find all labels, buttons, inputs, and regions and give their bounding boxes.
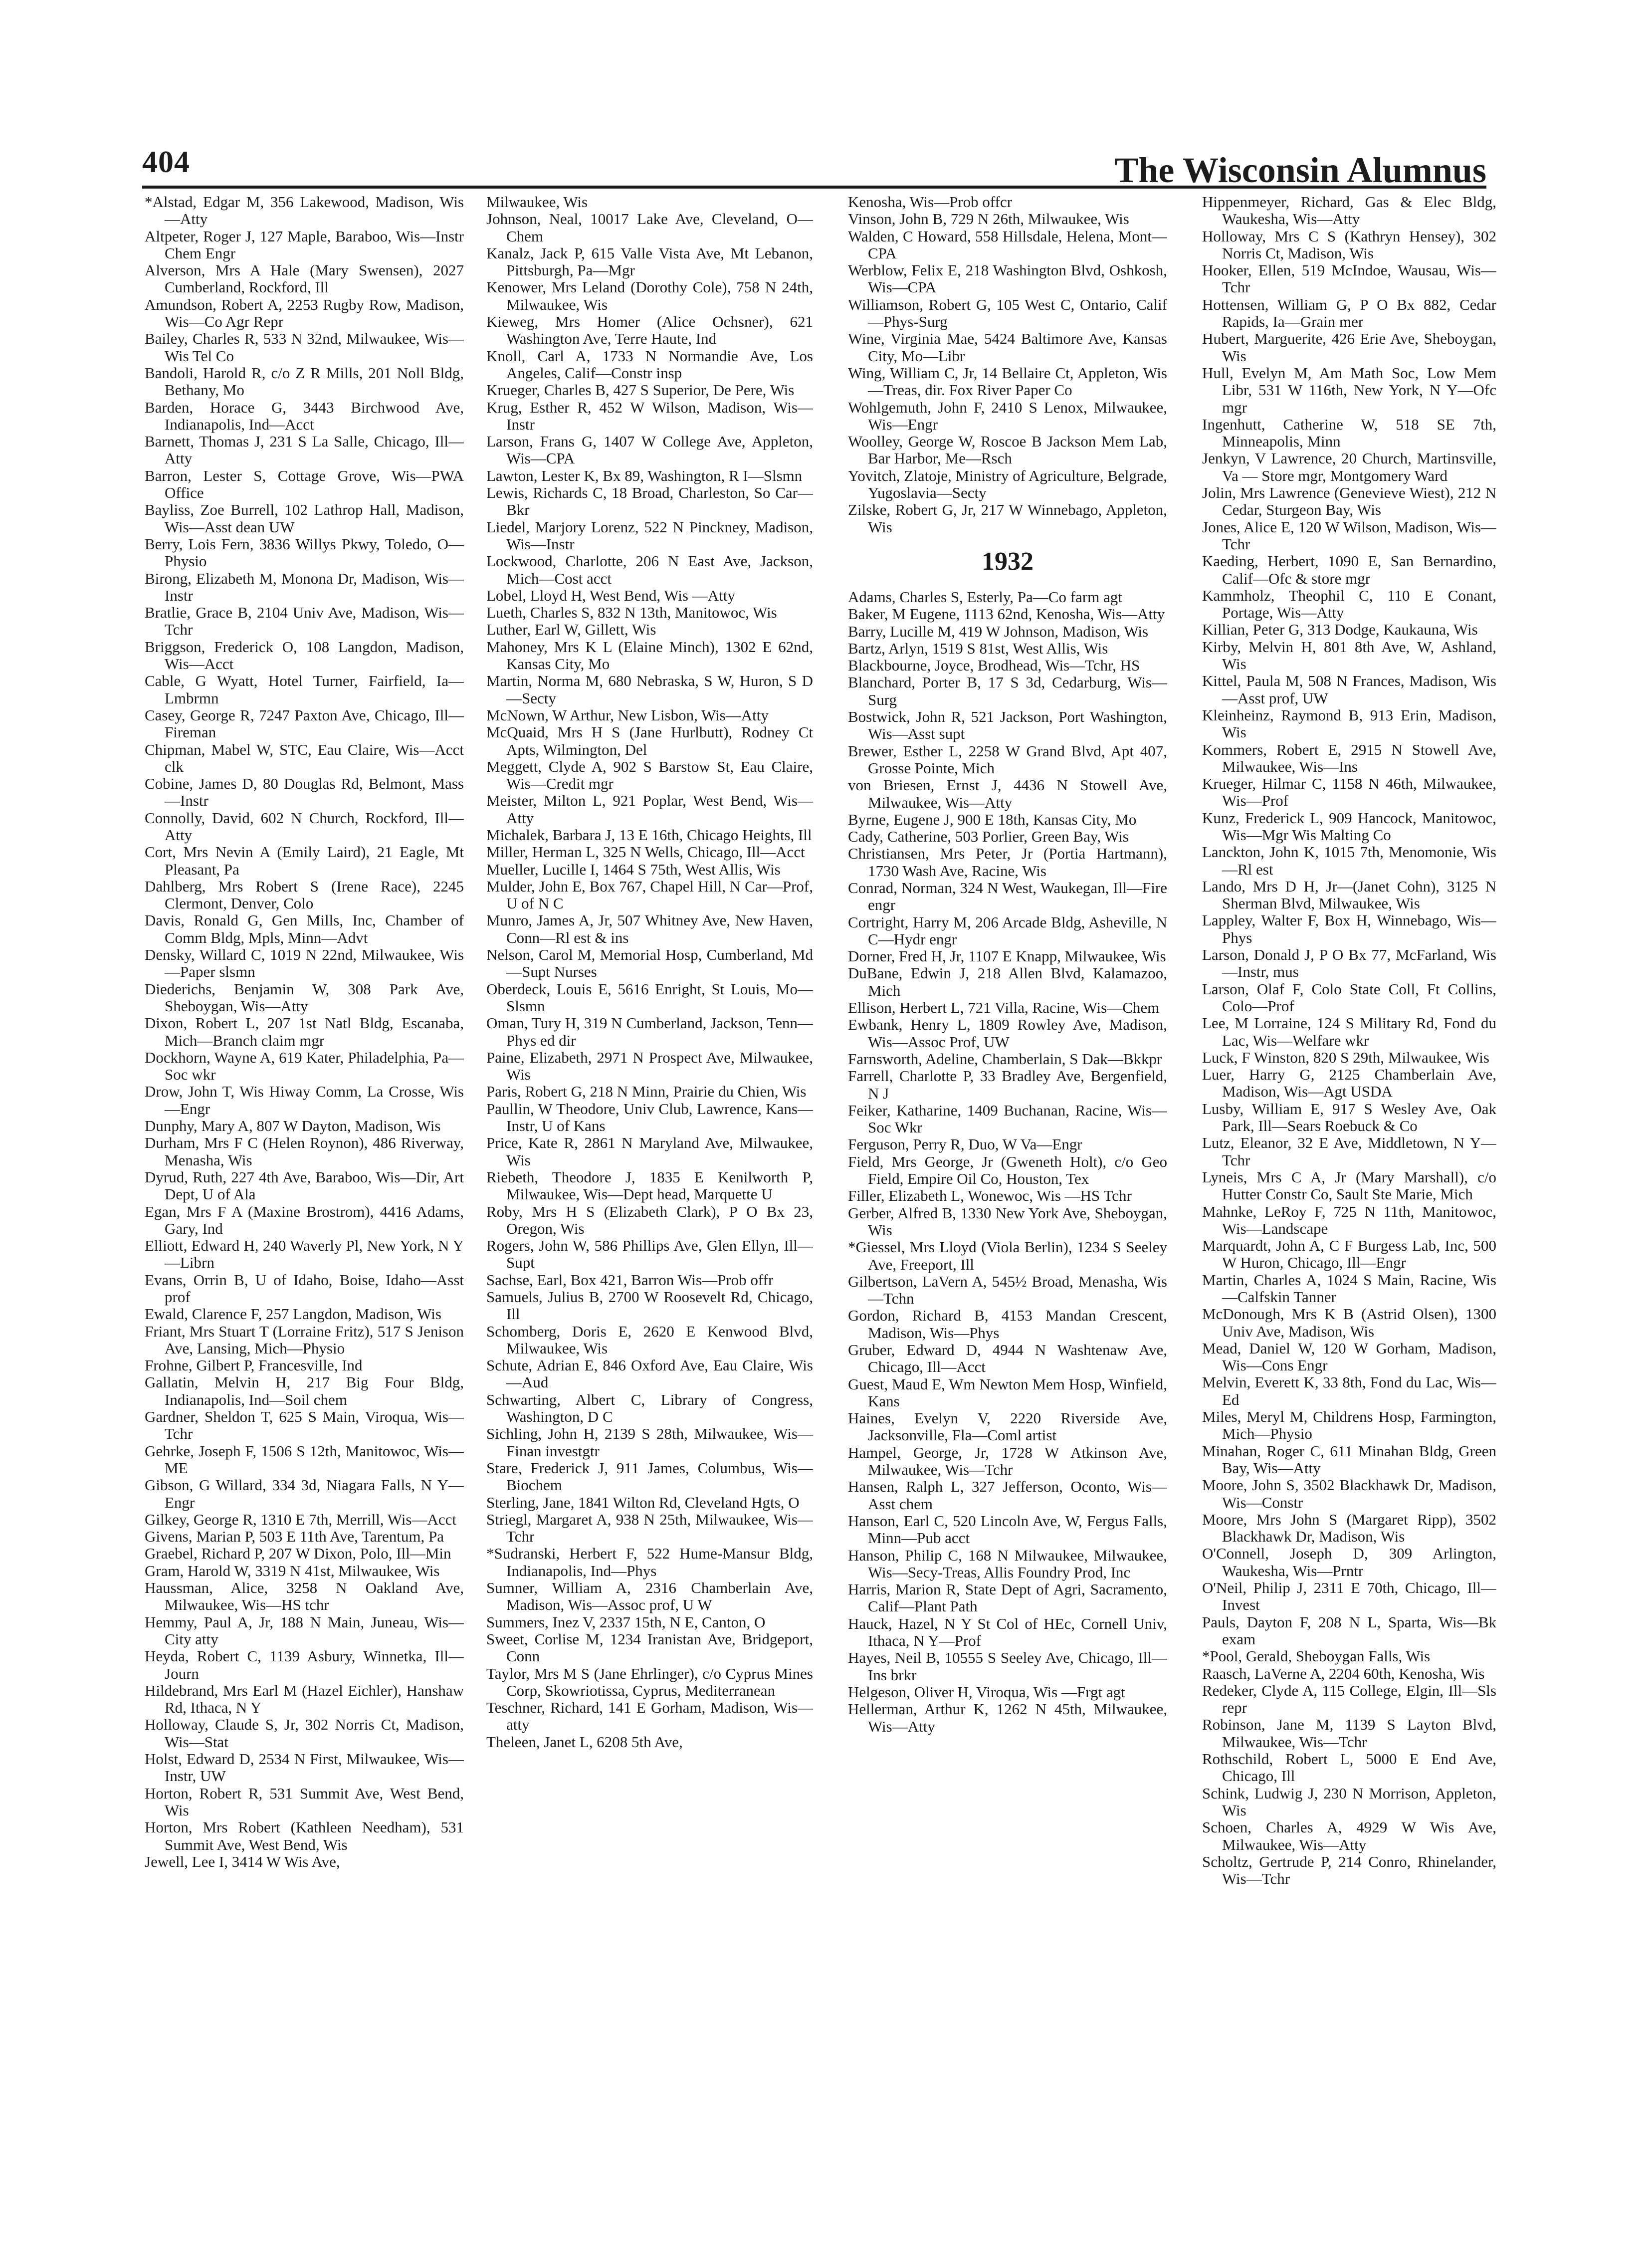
alumni-entry: Gilkey, George R, 1310 E 7th, Merrill, Wis—Acct [145, 1510, 456, 1528]
alumni-entry: Givens, Marian P, 503 E 11th Ave, Tarentum, Pa [145, 1528, 444, 1546]
alumni-entry: Kleinheinz, Raymond B, 913 Erin, Madison, Wis [1202, 706, 1496, 741]
alumni-entry: Horton, Mrs Robert (Kathleen Needham), 531 Summit Ave, West Bend, Wis [145, 1818, 464, 1853]
alumni-entry: Ingenhutt, Catherine W, 518 SE 7th, Minneapolis, Minn [1202, 415, 1496, 450]
alumni-entry: Pauls, Dayton F, 208 N L, Sparta, Wis—Bk exam [1202, 1613, 1496, 1648]
alumni-entry: Hayes, Neil B, 10555 S Seeley Ave, Chicago, Ill—Ins brkr [848, 1649, 1167, 1684]
alumni-entry: Connolly, David, 602 N Church, Rockford, Ill—Atty [145, 809, 464, 844]
alumni-entry: Lusby, William E, 917 S Wesley Ave, Oak Park, Ill—Sears Roebuck & Co [1202, 1100, 1496, 1135]
alumni-entry: McNown, W Arthur, New Lisbon, Wis—Atty [486, 706, 769, 724]
alumni-entry: Scholtz, Gertrude P, 214 Conro, Rhinelander, Wis—Tchr [1202, 1852, 1496, 1888]
directory-column-4 [1202, 194, 1496, 1887]
alumni-entry: Miles, Meryl M, Childrens Hosp, Farmington, Mich—Physio [1202, 1408, 1496, 1443]
alumni-entry: Cady, Catherine, 503 Porlier, Green Bay, Wis [848, 828, 1129, 846]
alumni-entry: Wine, Virginia Mae, 5424 Baltimore Ave, Kansas City, Mo—Libr [848, 330, 1167, 365]
alumni-entry: Lando, Mrs D H, Jr—(Janet Cohn), 3125 N Sherman Blvd, Milwaukee, Wis [1202, 877, 1496, 912]
alumni-entry: Theleen, Janet L, 6208 5th Ave, [486, 1733, 683, 1751]
alumni-entry: Field, Mrs George, Jr (Gweneth Holt), c/o Geo Field, Empire Oil Co, Houston, Tex [848, 1152, 1167, 1188]
alumni-entry: Davis, Ronald G, Gen Mills, Inc, Chamber of Comm Bldg, Mpls, Minn—Advt [145, 911, 464, 946]
alumni-entry: Sterling, Jane, 1841 Wilton Rd, Cleveland Hgts, O [486, 1493, 800, 1511]
alumni-entry: Martin, Norma M, 680 Nebraska, S W, Huron, S D—Secty [486, 672, 813, 707]
alumni-entry: Adams, Charles S, Esterly, Pa—Co farm agt [848, 588, 1122, 606]
alumni-entry: Bostwick, John R, 521 Jackson, Port Washington, Wis—Asst supt [848, 708, 1167, 743]
alumni-entry: Dixon, Robert L, 207 1st Natl Bldg, Escanaba, Mich—Branch claim mgr [145, 1014, 464, 1049]
alumni-entry: Kenosha, Wis—Prob offcr [848, 194, 1013, 211]
alumni-entry: Birong, Elizabeth M, Monona Dr, Madison, Wis—Instr [145, 569, 464, 604]
alumni-entry: Krug, Esther R, 452 W Wilson, Madison, Wis—Instr [486, 398, 813, 433]
alumni-entry: Kommers, Robert E, 2915 N Stowell Ave, Milwaukee, Wis—Ins [1202, 740, 1496, 775]
alumni-entry: Heyda, Robert C, 1139 Asbury, Winnetka, Ill—Journ [145, 1647, 464, 1682]
alumni-entry: Schute, Adrian E, 846 Oxford Ave, Eau Claire, Wis—Aud [486, 1356, 813, 1391]
alumni-entry: Cobine, James D, 80 Douglas Rd, Belmont, Mass—Instr [145, 775, 464, 810]
alumni-entry: Baker, M Eugene, 1113 62nd, Kenosha, Wis—Atty [848, 605, 1165, 623]
alumni-entry: Casey, George R, 7247 Paxton Ave, Chicago, Ill—Fireman [145, 706, 464, 741]
alumni-entry: Lyneis, Mrs C A, Jr (Mary Marshall), c/o Hutter Constr Co, Sault Ste Marie, Mich [1202, 1168, 1496, 1203]
alumni-entry: Sumner, William A, 2316 Chamberlain Ave, Madison, Wis—Assoc prof, U W [486, 1579, 813, 1614]
alumni-entry: Luck, F Winston, 820 S 29th, Milwaukee, Wis [1202, 1048, 1489, 1066]
alumni-entry: Kanalz, Jack P, 615 Valle Vista Ave, Mt Lebanon, Pittsburgh, Pa—Mgr [486, 244, 813, 279]
alumni-entry: Cortright, Harry M, 206 Arcade Bldg, Asheville, N C—Hydr engr [848, 913, 1167, 948]
alumni-entry: Elliott, Edward H, 240 Waverly Pl, New York, N Y—Librn [145, 1237, 464, 1272]
alumni-entry: Gerber, Alfred B, 1330 New York Ave, Sheboygan, Wis [848, 1204, 1167, 1239]
alumni-entry: Lewis, Richards C, 18 Broad, Charleston, So Car—Bkr [486, 484, 813, 519]
alumni-entry: Alverson, Mrs A Hale (Mary Swensen), 2027 Cumberland, Rockford, Ill [145, 261, 464, 296]
alumni-entry: Hampel, George, Jr, 1728 W Atkinson Ave, Milwaukee, Wis—Tchr [848, 1443, 1167, 1479]
alumni-entry: Haines, Evelyn V, 2220 Riverside Ave, Jacksonville, Fla—Coml artist [848, 1409, 1167, 1444]
alumni-entry: Gehrke, Joseph F, 1506 S 12th, Manitowoc, Wis—ME [145, 1442, 464, 1477]
alumni-entry: Kieweg, Mrs Homer (Alice Ochsner), 621 Washington Ave, Terre Haute, Ind [486, 313, 813, 348]
alumni-entry: Paris, Robert G, 218 N Minn, Prairie du Chien, Wis [486, 1083, 807, 1101]
alumni-entry: Hanson, Philip C, 168 N Milwaukee, Milwaukee, Wis—Secy-Treas, Allis Foundry Prod, Inc [848, 1546, 1167, 1581]
alumni-entry: Robinson, Jane M, 1139 S Layton Blvd, Milwaukee, Wis—Tchr [1202, 1716, 1496, 1751]
alumni-entry: Filler, Elizabeth L, Wonewoc, Wis —HS Tchr [848, 1187, 1132, 1205]
alumni-entry: Killian, Peter G, 313 Dodge, Kaukauna, Wis [1202, 621, 1478, 639]
alumni-entry: Dahlberg, Mrs Robert S (Irene Race), 2245 Clermont, Denver, Colo [145, 877, 464, 912]
alumni-entry: Kittel, Paula M, 508 N Frances, Madison, Wis—Asst prof, UW [1202, 672, 1496, 707]
alumni-entry: Feiker, Katharine, 1409 Buchanan, Racine, Wis—Soc Wkr [848, 1101, 1167, 1136]
alumni-entry: Holst, Edward D, 2534 N First, Milwaukee, Wis—Instr, UW [145, 1750, 464, 1785]
alumni-entry: Berry, Lois Fern, 3836 Willys Pkwy, Toledo, O—Physio [145, 535, 464, 570]
alumni-entry: Hottensen, William G, P O Bx 882, Cedar Rapids, Ia—Grain mer [1202, 295, 1496, 331]
directory-column-1 [145, 194, 464, 1870]
alumni-entry: Mahoney, Mrs K L (Elaine Minch), 1302 E 62nd, Kansas City, Mo [486, 638, 813, 673]
alumni-entry: Gardner, Sheldon T, 625 S Main, Viroqua, Wis—Tchr [145, 1408, 464, 1443]
alumni-entry: Jolin, Mrs Lawrence (Genevieve Wiest), 212 N Cedar, Sturgeon Bay, Wis [1202, 484, 1496, 519]
alumni-entry: Briggson, Frederick O, 108 Langdon, Madison, Wis—Acct [145, 638, 464, 673]
alumni-entry: Hooker, Ellen, 519 McIndoe, Wausau, Wis—Tchr [1202, 261, 1496, 296]
alumni-entry: von Briesen, Ernst J, 4436 N Stowell Ave, Milwaukee, Wis—Atty [848, 776, 1167, 811]
alumni-entry: *Giessel, Mrs Lloyd (Viola Berlin), 1234 S Seeley Ave, Freeport, Ill [848, 1238, 1167, 1273]
alumni-entry: Michalek, Barbara J, 13 E 16th, Chicago Heights, Ill [486, 826, 812, 844]
alumni-entry: DuBane, Edwin J, 218 Allen Blvd, Kalamazoo, Mich [848, 964, 1167, 999]
alumni-entry: Horton, Robert R, 531 Summit Ave, West Bend, Wis [145, 1784, 464, 1819]
alumni-entry: Meggett, Clyde A, 902 S Barstow St, Eau Claire, Wis—Credit mgr [486, 757, 813, 793]
alumni-entry: Ewbank, Henry L, 1809 Rowley Ave, Madison, Wis—Assoc Prof, UW [848, 1016, 1167, 1051]
alumni-entry: Price, Kate R, 2861 N Maryland Ave, Milwaukee, Wis [486, 1134, 813, 1169]
alumni-entry: Moore, Mrs John S (Margaret Ripp), 3502 Blackhawk Dr, Madison, Wis [1202, 1510, 1496, 1546]
alumni-entry: Lawton, Lester K, Bx 89, Washington, R I—Slsmn [486, 466, 803, 484]
alumni-entry: Hull, Evelyn M, Am Math Soc, Low Mem Libr, 531 W 116th, New York, N Y—Ofc mgr [1202, 364, 1496, 416]
alumni-entry: Hildebrand, Mrs Earl M (Hazel Eichler), Hanshaw Rd, Ithaca, N Y [145, 1681, 464, 1717]
alumni-entry: Lockwood, Charlotte, 206 N East Ave, Jackson, Mich—Cost acct [486, 552, 813, 587]
alumni-entry: Taylor, Mrs M S (Jane Ehrlinger), c/o Cyprus Mines Corp, Skowriotissa, Cyprus, Mediterranean [486, 1664, 813, 1699]
alumni-entry: Byrne, Eugene J, 900 E 18th, Kansas City, Mo [848, 810, 1137, 828]
alumni-entry: Miller, Herman L, 325 N Wells, Chicago, Ill—Acct [486, 843, 805, 861]
alumni-entry: Werblow, Felix E, 218 Washington Blvd, Oshkosh, Wis—CPA [848, 261, 1167, 296]
alumni-entry: Gallatin, Melvin H, 217 Big Four Bldg, Indianapolis, Ind—Soil chem [145, 1373, 464, 1408]
alumni-entry: Altpeter, Roger J, 127 Maple, Baraboo, Wis—Instr Chem Engr [145, 227, 464, 262]
alumni-entry: Oberdeck, Louis E, 5616 Enright, St Louis, Mo—Slsmn [486, 980, 813, 1015]
alumni-entry: Hansen, Ralph L, 327 Jefferson, Oconto, Wis—Asst chem [848, 1478, 1167, 1513]
alumni-entry: Barron, Lester S, Cottage Grove, Wis—PWA Office [145, 466, 464, 502]
entries-after-heading [848, 589, 1167, 1735]
alumni-entry: Dunphy, Mary A, 807 W Dayton, Madison, Wis [145, 1117, 441, 1135]
alumni-entry: Conrad, Norman, 324 N West, Waukegan, Ill—Fire engr [848, 879, 1167, 914]
alumni-entry: Lobel, Lloyd H, West Bend, Wis —Atty [486, 586, 735, 604]
alumni-entry: Redeker, Clyde A, 115 College, Elgin, Ill—Sls repr [1202, 1681, 1496, 1717]
alumni-entry: Nelson, Carol M, Memorial Hosp, Cumberland, Md—Supt Nurses [486, 946, 813, 981]
alumni-entry: Hellerman, Arthur K, 1262 N 45th, Milwaukee, Wis—Atty [848, 1700, 1167, 1735]
alumni-entry: Harris, Marion R, State Dept of Agri, Sacramento, Calif—Plant Path [848, 1580, 1167, 1615]
alumni-entry: Kammholz, Theophil C, 110 E Conant, Portage, Wis—Atty [1202, 586, 1496, 622]
running-title: The Wisconsin Alumnus [1114, 150, 1486, 190]
alumni-entry: Stare, Frederick J, 911 James, Columbus, Wis—Biochem [486, 1459, 813, 1494]
alumni-entry: Woolley, George W, Roscoe B Jackson Mem Lab, Bar Harbor, Me—Rsch [848, 433, 1167, 467]
alumni-entry: Cable, G Wyatt, Hotel Turner, Fairfield, Ia—Lmbrmn [145, 672, 464, 707]
alumni-entry: Oman, Tury H, 319 N Cumberland, Jackson, Tenn—Phys ed dir [486, 1014, 813, 1049]
alumni-entry: Holloway, Mrs C S (Kathryn Hensey), 302 Norris Ct, Madison, Wis [1202, 227, 1496, 262]
alumni-entry: Dyrud, Ruth, 227 4th Ave, Baraboo, Wis—Dir, Art Dept, U of Ala [145, 1168, 464, 1203]
alumni-entry: Friant, Mrs Stuart T (Lorraine Fritz), 517 S Jenison Ave, Lansing, Mich—Physio [145, 1322, 464, 1357]
alumni-entry: Roby, Mrs H S (Elizabeth Clark), P O Bx 23, Oregon, Wis [486, 1202, 813, 1237]
directory-column-2 [486, 194, 813, 1751]
alumni-entry: Ewald, Clarence F, 257 Langdon, Madison, Wis [145, 1305, 441, 1323]
alumni-entry: Vinson, John B, 729 N 26th, Milwaukee, Wis [848, 210, 1129, 228]
alumni-entry: Kenower, Mrs Leland (Dorothy Cole), 758 N 24th, Milwaukee, Wis [486, 278, 813, 313]
alumni-entry: Dorner, Fred H, Jr, 1107 E Knapp, Milwaukee, Wis [848, 947, 1166, 965]
alumni-entry: Amundson, Robert A, 2253 Rugby Row, Madison, Wis—Co Agr Repr [145, 295, 464, 331]
alumni-entry: *Alstad, Edgar M, 356 Lakewood, Madison, Wis—Atty [145, 194, 464, 228]
alumni-entry: Milwaukee, Wis [486, 194, 588, 211]
alumni-entry: Diederichs, Benjamin W, 308 Park Ave, Sheboygan, Wis—Atty [145, 980, 464, 1015]
alumni-entry: Krueger, Charles B, 427 S Superior, De Pere, Wis [486, 381, 795, 399]
alumni-entry: Gilbertson, LaVern A, 545½ Broad, Menasha, Wis—Tchn [848, 1272, 1167, 1308]
alumni-entry: Haussman, Alice, 3258 N Oakland Ave, Milwaukee, Wis—HS tchr [145, 1579, 464, 1614]
alumni-entry: Gordon, Richard B, 4153 Mandan Crescent, Madison, Wis—Phys [848, 1307, 1167, 1342]
alumni-entry: Hanson, Earl C, 520 Lincoln Ave, W, Fergus Falls, Minn—Pub acct [848, 1512, 1167, 1547]
alumni-entry: Jewell, Lee I, 3414 W Wis Ave, [145, 1852, 340, 1870]
alumni-entry: Kaeding, Herbert, 1090 E, San Bernardino, Calif—Ofc & store mgr [1202, 552, 1496, 587]
alumni-entry: Lappley, Walter F, Box H, Winnebago, Wis—Phys [1202, 911, 1496, 946]
alumni-entry: Johnson, Neal, 10017 Lake Ave, Cleveland, O—Chem [486, 210, 813, 245]
alumni-entry: Schoen, Charles A, 4929 W Wis Ave, Milwaukee, Wis—Atty [1202, 1818, 1496, 1853]
alumni-entry: Bratlie, Grace B, 2104 Univ Ave, Madison, Wis—Tchr [145, 604, 464, 639]
alumni-entry: Williamson, Robert G, 105 West C, Ontario, Calif—Phys-Surg [848, 295, 1167, 331]
alumni-entry: Gruber, Edward D, 4944 N Washtenaw Ave, Chicago, Ill—Acct [848, 1341, 1167, 1376]
entries-before-heading [848, 194, 1167, 536]
alumni-entry: Kirby, Melvin H, 801 8th Ave, W, Ashland, Wis [1202, 638, 1496, 673]
alumni-entry: Paine, Elizabeth, 2971 N Prospect Ave, Milwaukee, Wis [486, 1048, 813, 1084]
alumni-entry: Schwarting, Albert C, Library of Congress, Washington, D C [486, 1390, 813, 1426]
alumni-entry: Minahan, Roger C, 611 Minahan Bldg, Green Bay, Wis—Atty [1202, 1442, 1496, 1477]
alumni-entry: Raasch, LaVerne A, 2204 60th, Kenosha, Wis [1202, 1664, 1485, 1682]
alumni-entry: Moore, John S, 3502 Blackhawk Dr, Madison, Wis—Constr [1202, 1476, 1496, 1511]
alumni-entry: Sachse, Earl, Box 421, Barron Wis—Prob offr [486, 1271, 774, 1289]
alumni-entry: Mulder, John E, Box 767, Chapel Hill, N Car—Prof, U of N C [486, 877, 813, 912]
alumni-entry: Larson, Frans G, 1407 W College Ave, Appleton, Wis—CPA [486, 433, 813, 467]
alumni-entry: Lutz, Eleanor, 32 E Ave, Middletown, N Y—Tchr [1202, 1134, 1496, 1169]
alumni-entry: Barry, Lucille M, 419 W Johnson, Madison, Wis [848, 622, 1149, 640]
alumni-entry: Egan, Mrs F A (Maxine Brostrom), 4416 Adams, Gary, Ind [145, 1202, 464, 1237]
alumni-entry: Krueger, Hilmar C, 1158 N 46th, Milwaukee, Wis—Prof [1202, 775, 1496, 810]
alumni-entry: O'Neil, Philip J, 2311 E 70th, Chicago, Ill—Invest [1202, 1579, 1496, 1614]
alumni-entry: Yovitch, Zlatoje, Ministry of Agriculture, Belgrade, Yugoslavia—Secty [848, 466, 1167, 502]
alumni-entry: Densky, Willard C, 1019 N 22nd, Milwaukee, Wis—Paper slsmn [145, 946, 464, 981]
alumni-entry: Jenkyn, V Lawrence, 20 Church, Martinsville, Va — Store mgr, Montgomery Ward [1202, 450, 1496, 484]
alumni-entry: Sichling, John H, 2139 S 28th, Milwaukee, Wis—Finan investgtr [486, 1425, 813, 1460]
alumni-entry: Melvin, Everett K, 33 8th, Fond du Lac, Wis—Ed [1202, 1373, 1496, 1408]
alumni-entry: Knoll, Carl A, 1733 N Normandie Ave, Los Angeles, Calif—Constr insp [486, 347, 813, 382]
alumni-entry: Schomberg, Doris E, 2620 E Kenwood Blvd, Milwaukee, Wis [486, 1322, 813, 1357]
alumni-entry: Christiansen, Mrs Peter, Jr (Portia Hartmann), 1730 Wash Ave, Racine, Wis [848, 845, 1167, 880]
alumni-entry: *Pool, Gerald, Sheboygan Falls, Wis [1202, 1647, 1431, 1665]
alumni-entry: Munro, James A, Jr, 507 Whitney Ave, New Haven, Conn—Rl est & ins [486, 911, 813, 946]
alumni-entry: Brewer, Esther L, 2258 W Grand Blvd, Apt 407, Grosse Pointe, Mich [848, 742, 1167, 777]
header-rule [142, 186, 1486, 189]
alumni-entry: Holloway, Claude S, Jr, 302 Norris Ct, Madison, Wis—Stat [145, 1716, 464, 1751]
alumni-entry: Ellison, Herbert L, 721 Villa, Racine, Wis—Chem [848, 999, 1160, 1017]
alumni-entry: Mead, Daniel W, 120 W Gorham, Madison, Wis—Cons Engr [1202, 1339, 1496, 1374]
alumni-entry: Blackbourne, Joyce, Brodhead, Wis—Tchr, HS [848, 657, 1140, 675]
alumni-entry: Bartz, Arlyn, 1519 S 81st, West Allis, Wis [848, 639, 1108, 657]
alumni-entry: Sweet, Corlise M, 1234 Iranistan Ave, Bridgeport, Conn [486, 1630, 813, 1665]
alumni-entry: O'Connell, Joseph D, 309 Arlington, Waukesha, Wis—Prntr [1202, 1545, 1496, 1579]
alumni-entry: Jones, Alice E, 120 W Wilson, Madison, Wis—Tchr [1202, 518, 1496, 553]
alumni-entry: Dockhorn, Wayne A, 619 Kater, Philadelphia, Pa—Soc wkr [145, 1048, 464, 1084]
alumni-entry: Kunz, Frederick L, 909 Hancock, Manitowoc, Wis—Mgr Wis Malting Co [1202, 809, 1496, 844]
alumni-entry: Farnsworth, Adeline, Chamberlain, S Dak—Bkkpr [848, 1050, 1162, 1068]
alumni-entry: Guest, Maud E, Wm Newton Mem Hosp, Winfield, Kans [848, 1375, 1167, 1410]
alumni-entry: Meister, Milton L, 921 Poplar, West Bend, Wis—Atty [486, 792, 813, 827]
alumni-entry: *Sudranski, Herbert F, 522 Hume-Mansur Bldg, Indianapolis, Ind—Phys [486, 1545, 813, 1579]
alumni-entry: Hippenmeyer, Richard, Gas & Elec Bldg, Waukesha, Wis—Atty [1202, 194, 1496, 228]
alumni-entry: Paullin, W Theodore, Univ Club, Lawrence, Kans—Instr, U of Kans [486, 1100, 813, 1135]
alumni-entry: Bailey, Charles R, 533 N 32nd, Milwaukee, Wis—Wis Tel Co [145, 330, 464, 365]
alumni-entry: Mahnke, LeRoy F, 725 N 11th, Manitowoc, Wis—Landscape [1202, 1202, 1496, 1237]
alumni-entry: Walden, C Howard, 558 Hillsdale, Helena, Mont—CPA [848, 227, 1167, 262]
alumni-entry: Ferguson, Perry R, Duo, W Va—Engr [848, 1135, 1082, 1153]
alumni-entry: Barden, Horace G, 3443 Birchwood Ave, Indianapolis, Ind—Acct [145, 398, 464, 433]
alumni-entry: Schink, Ludwig J, 230 N Morrison, Appleton, Wis [1202, 1784, 1496, 1819]
alumni-entry: Zilske, Robert G, Jr, 217 W Winnebago, Appleton, Wis [848, 501, 1167, 536]
alumni-entry: Wohlgemuth, John F, 2410 S Lenox, Milwaukee, Wis—Engr [848, 398, 1167, 433]
alumni-entry: Hubert, Marguerite, 426 Erie Ave, Sheboygan, Wis [1202, 330, 1496, 365]
alumni-entry: McQuaid, Mrs H S (Jane Hurlbutt), Rodney Ct Apts, Wilmington, Del [486, 723, 813, 758]
alumni-entry: Chipman, Mabel W, STC, Eau Claire, Wis—Acct clk [145, 740, 464, 775]
alumni-entry: Lanckton, John K, 1015 7th, Menomonie, Wis—Rl est [1202, 843, 1496, 878]
alumni-entry: Hauck, Hazel, N Y St Col of HEc, Cornell Univ, Ithaca, N Y—Prof [848, 1614, 1167, 1650]
page-number: 404 [142, 145, 190, 179]
class-year-heading: 1932 [982, 547, 1033, 576]
alumni-entry: Wing, William C, Jr, 14 Bellaire Ct, Appleton, Wis—Treas, dir. Fox River Paper Co [848, 364, 1167, 399]
directory-column-3 [848, 194, 1167, 1735]
alumni-entry: McDonough, Mrs K B (Astrid Olsen), 1300 Univ Ave, Madison, Wis [1202, 1305, 1496, 1340]
alumni-entry: Luther, Earl W, Gillett, Wis [486, 621, 656, 639]
alumni-entry: Marquardt, John A, C F Burgess Lab, Inc, 500 W Huron, Chicago, Ill—Engr [1202, 1237, 1496, 1272]
alumni-entry: Evans, Orrin B, U of Idaho, Boise, Idaho—Asst prof [145, 1271, 464, 1306]
alumni-entry: Cort, Mrs Nevin A (Emily Laird), 21 Eagle, Mt Pleasant, Pa [145, 843, 464, 878]
alumni-entry: Hemmy, Paul A, Jr, 188 N Main, Juneau, Wis—City atty [145, 1613, 464, 1648]
alumni-entry: Lueth, Charles S, 832 N 13th, Manitowoc, Wis [486, 604, 777, 622]
alumni-entry: Riebeth, Theodore J, 1835 E Kenilworth P, Milwaukee, Wis—Dept head, Marquette U [486, 1168, 813, 1203]
alumni-entry: Barnett, Thomas J, 231 S La Salle, Chicago, Ill—Atty [145, 433, 464, 467]
alumni-entry: Gibson, G Willard, 334 3d, Niagara Falls, N Y—Engr [145, 1476, 464, 1511]
alumni-entry: Rothschild, Robert L, 5000 E End Ave, Chicago, Ill [1202, 1750, 1496, 1785]
alumni-entry: Martin, Charles A, 1024 S Main, Racine, Wis—Calfskin Tanner [1202, 1271, 1496, 1306]
page-header [142, 145, 1486, 190]
alumni-entry: Bayliss, Zoe Burrell, 102 Lathrop Hall, Madison, Wis—Asst dean UW [145, 501, 464, 536]
alumni-entry: Larson, Olaf F, Colo State Coll, Ft Collins, Colo—Prof [1202, 980, 1496, 1015]
alumni-entry: Durham, Mrs F C (Helen Roynon), 486 Riverway, Menasha, Wis [145, 1134, 464, 1169]
alumni-entry: Lee, M Lorraine, 124 S Military Rd, Fond du Lac, Wis—Welfare wkr [1202, 1014, 1496, 1049]
alumni-entry: Bandoli, Harold R, c/o Z R Mills, 201 Noll Bldg, Bethany, Mo [145, 364, 464, 399]
alumni-entry: Summers, Inez V, 2337 15th, N E, Canton, O [486, 1613, 766, 1631]
alumni-entry: Luer, Harry G, 2125 Chamberlain Ave, Madison, Wis—Agt USDA [1202, 1066, 1496, 1101]
alumni-entry: Samuels, Julius B, 2700 W Roosevelt Rd, Chicago, Ill [486, 1288, 813, 1323]
alumni-entry: Helgeson, Oliver H, Viroqua, Wis —Frgt agt [848, 1683, 1125, 1701]
alumni-entry: Gram, Harold W, 3319 N 41st, Milwaukee, Wis [145, 1562, 440, 1579]
alumni-entry: Larson, Donald J, P O Bx 77, McFarland, Wis—Instr, mus [1202, 946, 1496, 981]
alumni-entry: Blanchard, Porter B, 17 S 3d, Cedarburg, Wis—Surg [848, 674, 1167, 708]
alumni-entry: Liedel, Marjory Lorenz, 522 N Pinckney, Madison, Wis—Instr [486, 518, 813, 553]
alumni-entry: Rogers, John W, 586 Phillips Ave, Glen Ellyn, Ill—Supt [486, 1237, 813, 1272]
alumni-entry: Mueller, Lucille I, 1464 S 75th, West Allis, Wis [486, 860, 781, 878]
alumni-entry: Graebel, Richard P, 207 W Dixon, Polo, Ill—Min [145, 1545, 451, 1563]
alumni-entry: Teschner, Richard, 141 E Gorham, Madison, Wis—atty [486, 1699, 813, 1734]
alumni-entry: Farrell, Charlotte P, 33 Bradley Ave, Bergenfield, N J [848, 1067, 1167, 1102]
alumni-entry: Frohne, Gilbert P, Francesville, Ind [145, 1356, 363, 1374]
alumni-entry: Drow, John T, Wis Hiway Comm, La Crosse, Wis—Engr [145, 1083, 464, 1118]
alumni-entry: Striegl, Margaret A, 938 N 25th, Milwaukee, Wis—Tchr [486, 1510, 813, 1546]
